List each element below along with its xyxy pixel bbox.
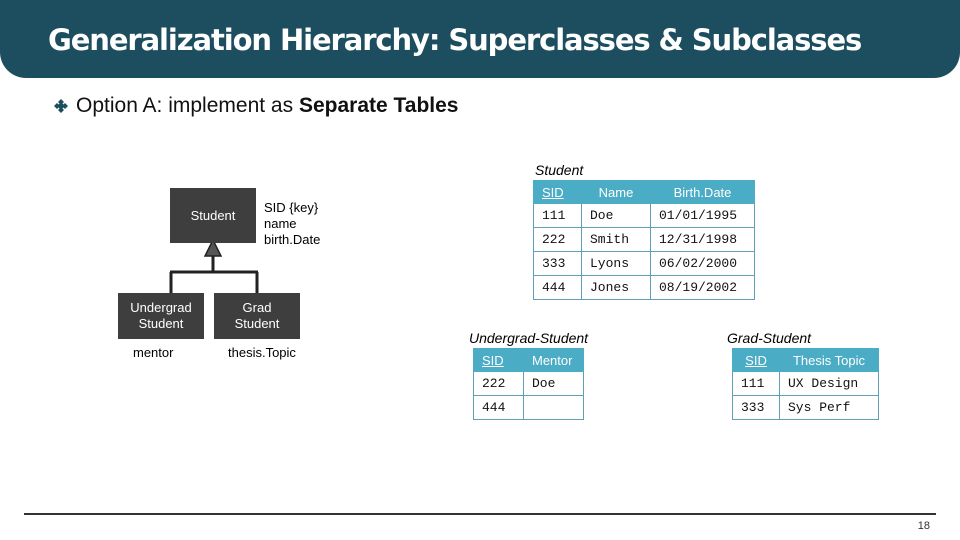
table-cell: Smith xyxy=(582,228,651,252)
table-cell: 111 xyxy=(733,372,780,396)
uml-subclass-grad xyxy=(214,293,300,339)
grad-table-caption: Grad-Student xyxy=(727,330,812,346)
undergrad-label: Undergrad Student xyxy=(130,300,192,331)
table-cell: 222 xyxy=(474,372,524,396)
diamond-bullet-icon xyxy=(50,92,74,120)
uml-subclass-undergrad xyxy=(118,293,204,339)
title-bar xyxy=(0,0,960,78)
table-row xyxy=(534,252,755,276)
column-header-name: Name xyxy=(582,181,651,204)
superclass-label: Student xyxy=(190,207,236,223)
table-row xyxy=(534,204,755,228)
bullet-emphasis: Separate Tables xyxy=(298,94,459,117)
table-row xyxy=(733,372,879,396)
table-row xyxy=(474,372,584,396)
table-cell: 06/02/2000 xyxy=(651,252,755,276)
table-cell: 08/19/2002 xyxy=(651,276,755,300)
column-header-sid: SID xyxy=(474,349,524,372)
table-row xyxy=(534,276,755,300)
table-cell: UX Design xyxy=(780,372,879,396)
superclass-attributes: SID {key} name birth.Date xyxy=(264,200,321,247)
student-table xyxy=(533,180,755,300)
table-cell xyxy=(524,396,584,420)
table-cell: 444 xyxy=(534,276,582,300)
table-cell: Doe xyxy=(524,372,584,396)
slide-title: Generalization Hierarchy: Superclasses & Subclasses xyxy=(48,23,862,57)
column-header-sid: SID xyxy=(534,181,582,204)
table-cell: 111 xyxy=(534,204,582,228)
grad-attribute: thesis.Topic xyxy=(228,345,296,360)
table-header-row xyxy=(474,349,584,372)
column-header-thesis-topic: Thesis Topic xyxy=(780,349,879,372)
table-cell: 444 xyxy=(474,396,524,420)
table-cell: 333 xyxy=(534,252,582,276)
table-row xyxy=(474,396,584,420)
table-header-row xyxy=(534,181,755,204)
table-cell: 12/31/1998 xyxy=(651,228,755,252)
column-header-birthdate: Birth.Date xyxy=(651,181,755,204)
uml-superclass-student xyxy=(170,188,256,243)
table-cell: Lyons xyxy=(582,252,651,276)
table-cell: 222 xyxy=(534,228,582,252)
table-cell: Doe xyxy=(582,204,651,228)
undergrad-student-table xyxy=(473,348,584,420)
table-cell: 333 xyxy=(733,396,780,420)
grad-student-table xyxy=(732,348,879,420)
grad-label: Grad Student xyxy=(234,300,280,331)
table-header-row xyxy=(733,349,879,372)
bullet-prefix: Option A: implement as xyxy=(76,94,299,117)
table-row xyxy=(534,228,755,252)
table-cell: 01/01/1995 xyxy=(651,204,755,228)
table-row xyxy=(733,396,879,420)
table-cell: Jones xyxy=(582,276,651,300)
page-number: 18 xyxy=(917,520,930,532)
footer-divider xyxy=(24,513,936,515)
student-table-caption: Student xyxy=(535,162,584,178)
undergrad-attribute: mentor xyxy=(133,345,174,360)
undergrad-table-caption: Undergrad-Student xyxy=(469,330,589,346)
column-header-mentor: Mentor xyxy=(524,349,584,372)
column-header-sid: SID xyxy=(733,349,780,372)
table-cell: Sys Perf xyxy=(780,396,879,420)
